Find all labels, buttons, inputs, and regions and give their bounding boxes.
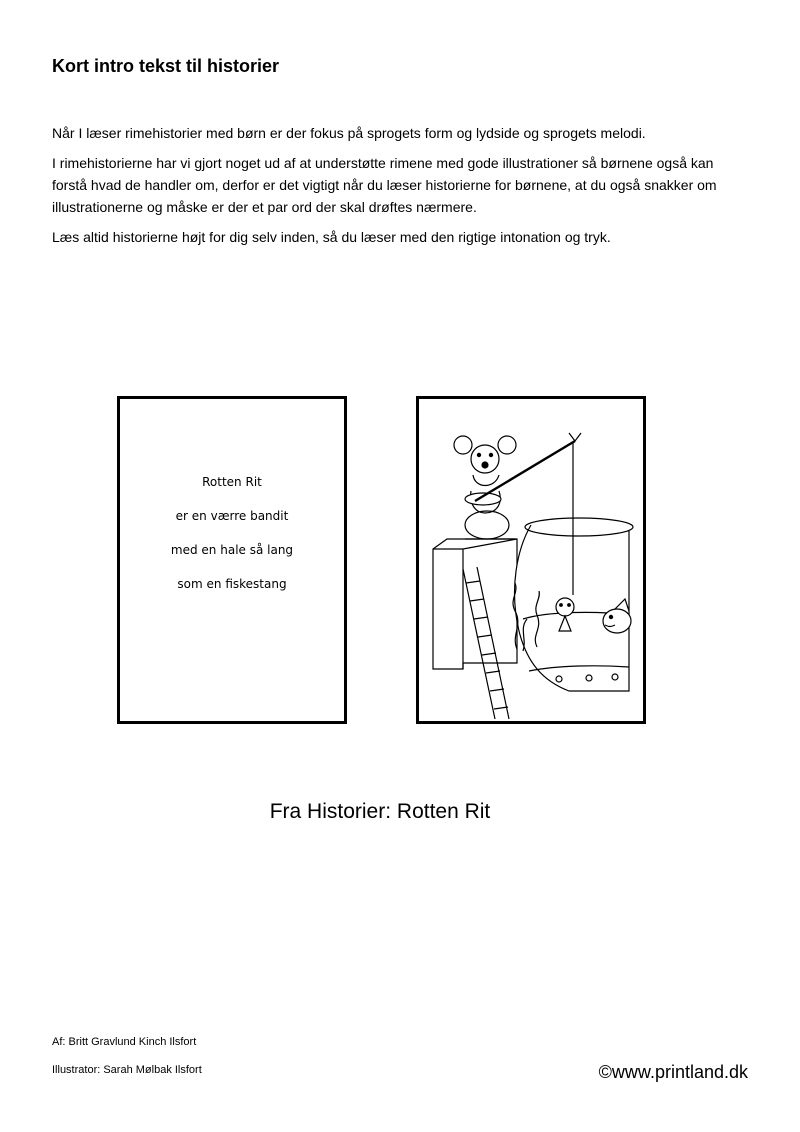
rhyme-text [120,465,344,601]
intro-paragraph-1: Når I læser rimehistorier med børn er der fokus på sprogets form og lydside og sprogets melodi. [52,125,646,141]
page-title: Kort intro tekst til historier [52,56,280,76]
intro-text [52,122,752,256]
rhyme-line-4: som en fiskestang [177,577,287,591]
rhyme-line-2: er en værre bandit [175,509,289,523]
rhyme-line-3: med en hale så lang [170,543,294,557]
intro-paragraph-2: I rimehistorierne har vi gjort noget ud af at understøtte rimene med gode illustrationer så børnene også kan forstå hvad de handler om, derfor er det vigtigt når du læser historierne for børnene, at du også snakker om illustrationerne og måske er der et par ord der skal drøftes nærmere. [52,155,717,215]
copyright-notice: ©www.printland.dk [598,1062,748,1082]
rat-fishing-illustration [419,399,643,721]
rhyme-card [117,396,347,724]
illustrator-credit: Illustrator: Sarah Mølbak Ilsfort [52,1064,202,1076]
illustration-card [416,396,646,724]
intro-paragraph-3: Læs altid historierne højt for dig selv inden, så du læser med den rigtige intonation og tryk. [52,229,611,245]
rhyme-line-1: Rotten Rit [202,475,262,489]
story-caption: Fra Historier: Rotten Rit [269,800,491,823]
author-credit: Af: Britt Gravlund Kinch Ilsfort [52,1036,197,1048]
